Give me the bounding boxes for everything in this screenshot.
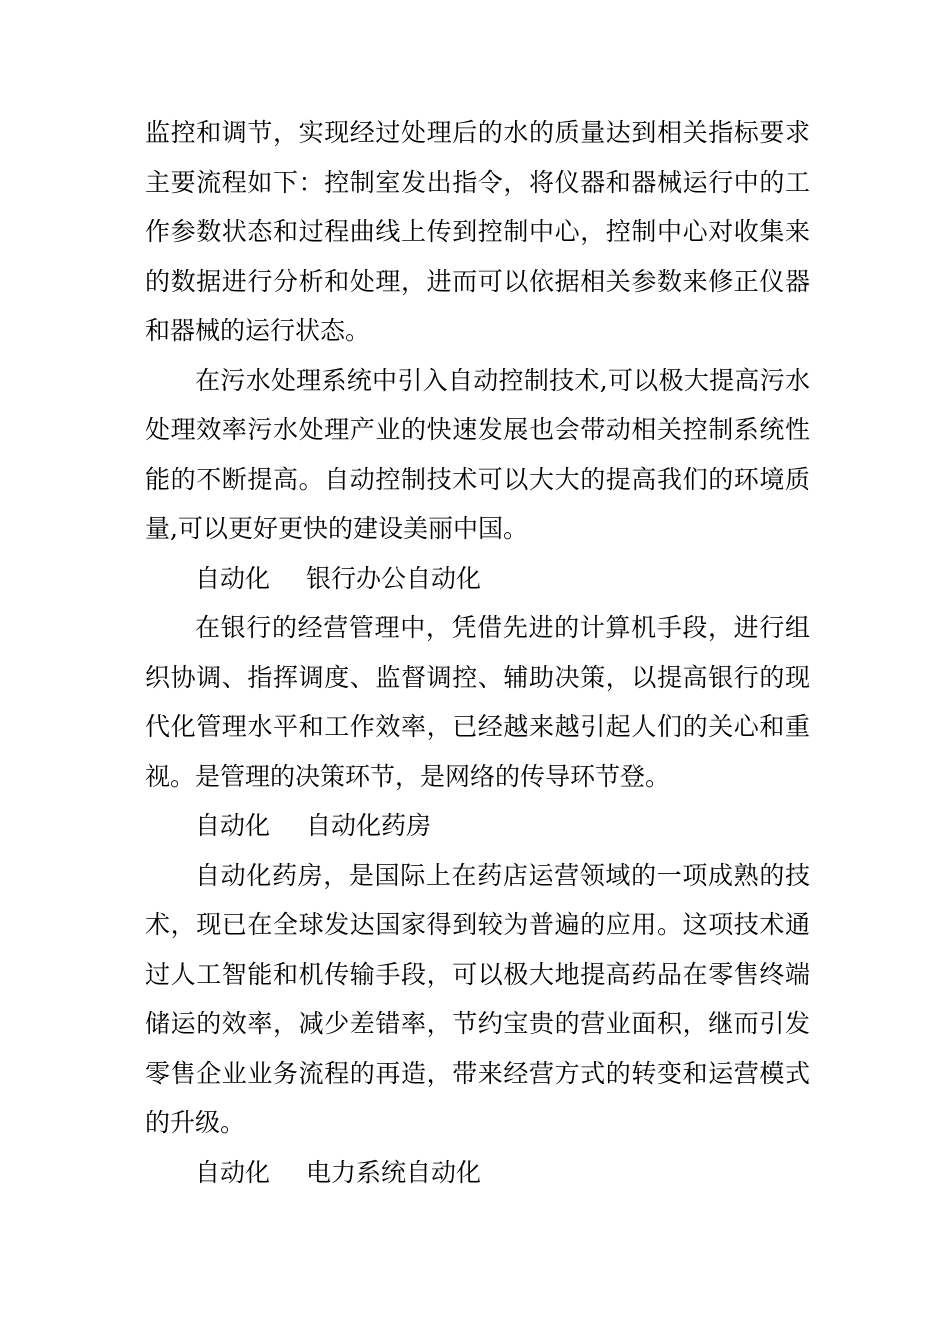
section-heading-bank-automation: [145, 554, 810, 604]
section-heading-automated-pharmacy: [145, 801, 810, 851]
paragraph-automated-pharmacy: 自动化药房，是国际上在药店运营领域的一项成熟的技术，现已在全球发达国家得到较为普遍的应用。这项技术通过人工智能和机传输手段，可以极大地提高药品在零售终端储运的效率，减少差错率，节约宝贵的营业面积，继而引发零售企业业务流程的再造，带来经营方式的转变和运营模式的升级。: [145, 860, 810, 1137]
heading-title: 电力系统自动化: [306, 1157, 482, 1187]
heading-prefix: 自动化: [195, 1157, 271, 1187]
heading-prefix: 自动化: [195, 563, 271, 593]
heading-title: 自动化药房: [306, 811, 432, 840]
document-body: [145, 108, 810, 1197]
heading-title: 银行办公自动化: [306, 563, 482, 593]
heading-prefix: 自动化: [195, 811, 271, 840]
paragraph-bank-automation: 在银行的经营管理中，凭借先进的计算机手段，进行组织协调、指挥调度、监督调控、辅助决策，以提高银行的现代化管理水平和工作效率，已经越来越引起人们的关心和重视。是管理的决策环节，是网络的传导环节登。: [145, 613, 810, 791]
paragraph-sewage-auto-control: 在污水处理系统中引入自动控制技术,可以极大提高污水处理效率污水处理产业的快速发展也会带动相关控制系统性能的不断提高。自动控制技术可以大大的提高我们的环境质量,可以更好更快的建设美丽中国。: [145, 365, 810, 543]
section-heading-power-system-automation: [145, 1148, 810, 1198]
paragraph-water-treatment-process: 监控和调节，实现经过处理后的水的质量达到相关指标要求主要流程如下：控制室发出指令，将仪器和器械运行中的工作参数状态和过程曲线上传到控制中心，控制中心对收集来的数据进行分析和处理，进而可以依据相关参数来修正仪器和器械的运行状态。: [145, 118, 810, 345]
